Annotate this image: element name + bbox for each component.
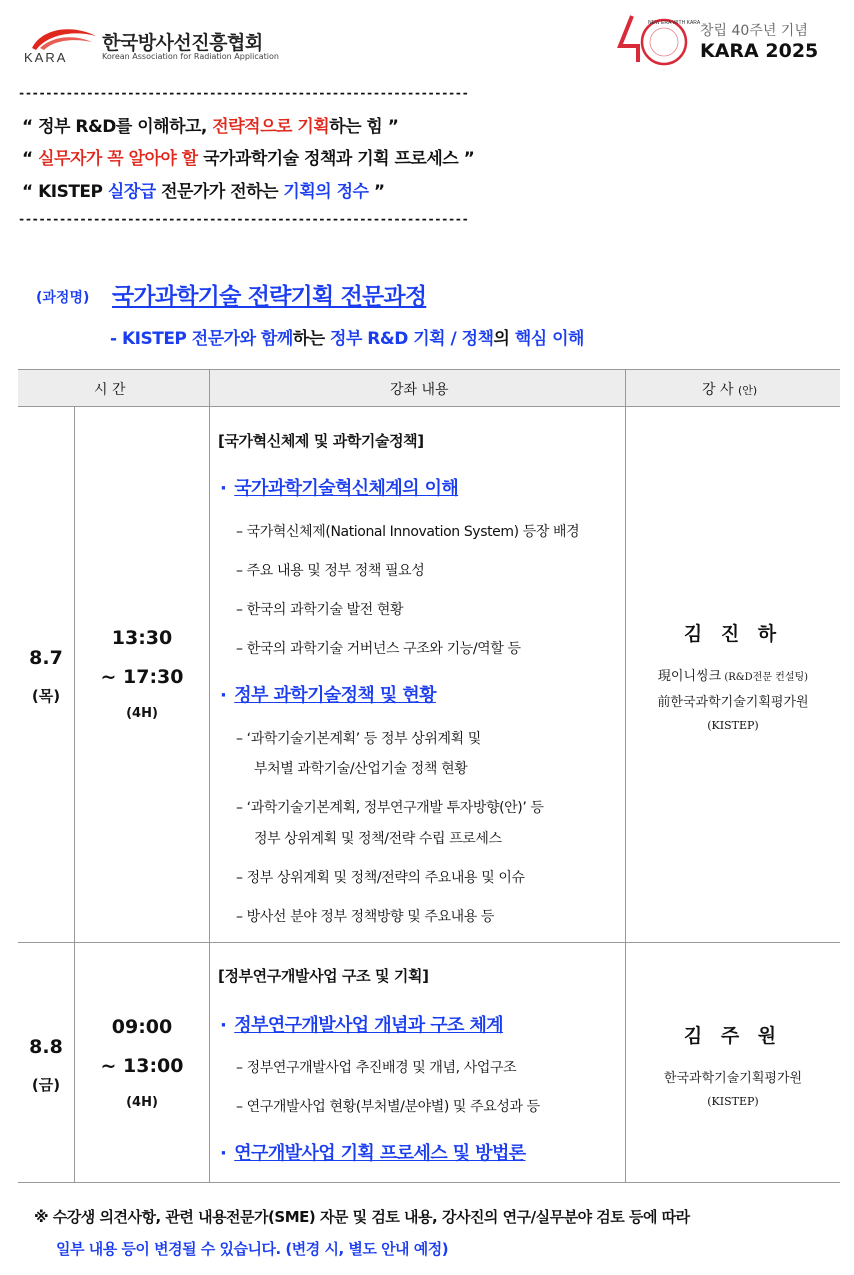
row1-topic-1-title: 국가과학기술혁신체계의 이해 (234, 478, 459, 499)
row1-topic2-item-2-cont: 정부 상위계획 및 정책/전략 수립 프로세스 (254, 831, 502, 847)
course-name: 국가과학기술 전략기획 전문과정 (112, 284, 427, 310)
slogan-1-part-3: 하는 힘 ” (329, 117, 399, 137)
row1-lecturer-name: 김 진 하 (683, 623, 783, 645)
table-header-bottom (18, 406, 840, 407)
header-content: 강좌 내용 (390, 382, 449, 398)
row2-topic1-item-1: – 정부연구개발사업 추진배경 및 개념, 사업구조 (236, 1060, 517, 1076)
kara-swoosh-icon (22, 22, 100, 66)
course-label: (과정명) (36, 290, 90, 306)
anniversary-logo (618, 12, 818, 68)
header-time: 시 간 (94, 382, 126, 398)
anniversary-subtitle: 창립 40주년 기념 (700, 23, 808, 39)
divider-top: ------------------------------------------------------------------ (18, 86, 469, 100)
course-subtitle-b: 하는 (292, 329, 325, 349)
table-border-top (18, 369, 840, 370)
org-name-kr: 한국방사선진흥협회 (102, 32, 263, 54)
row2-time-end: ~ 13:00 (100, 1055, 184, 1077)
row1-lecturer-affiliation-1-main: 現이니씽크 (657, 669, 722, 684)
row1-time-start: 13:30 (111, 627, 173, 649)
slogan-3-part-4: 기획의 정수 (283, 182, 369, 202)
bullet-dot-icon: · (220, 685, 227, 706)
row1-hours: (4H) (126, 706, 158, 721)
row1-lecturer-affiliation-2: 前한국과학기술기획평가원 (657, 695, 809, 710)
slogan-3 (22, 177, 385, 202)
slogan-1-part-1: “ 정부 R&D를 이해하고, (22, 117, 213, 137)
row1-lecturer-affiliation-1 (626, 665, 840, 684)
row2-date: 8.8 (29, 1036, 63, 1058)
anniversary-title: KARA 2025 (700, 40, 819, 62)
row2-topic-2-title: 연구개발사업 기획 프로세스 및 방법론 (234, 1143, 526, 1164)
row1-topic2-item-3: – 정부 상위계획 및 정책/전략의 주요내용 및 이슈 (236, 870, 525, 886)
row2-lecturer-affiliation-2: (KISTEP) (707, 1095, 759, 1108)
slogan-3-part-5: ” (368, 182, 385, 202)
row2-topic-1 (220, 1011, 503, 1037)
bullet-dot-icon: · (220, 1015, 227, 1036)
row2-lecturer-affiliation-1: 한국과학기술기획평가원 (663, 1071, 803, 1086)
anniversary-badge-text: NEW ERA WITH KARA (648, 20, 701, 26)
note-line-2: 일부 내용 등이 변경될 수 있습니다. (변경 시, 별도 안내 예정) (56, 1240, 449, 1258)
slogan-1-part-2: 전략적으로 기획 (212, 117, 330, 137)
divider-bottom: ------------------------------------------------------------------ (18, 212, 469, 226)
slogan-3-part-1: “ KISTEP (22, 182, 108, 202)
row2-day: (금) (31, 1076, 61, 1094)
row1-topic-2 (220, 681, 436, 707)
slogan-2-part-3: 국가과학기술 정책과 기획 프로세스 ” (197, 149, 475, 169)
row2-topic1-item-2: – 연구개발사업 현황(부처별/분야별) 및 주요성과 등 (236, 1099, 540, 1115)
row2-topic-2 (220, 1139, 526, 1165)
slogan-3-part-2: 실장급 (107, 182, 156, 202)
course-subtitle-e: 핵심 이해 (509, 329, 584, 349)
row2-lecturer-name: 김 주 원 (683, 1025, 783, 1047)
slogan-2 (22, 144, 474, 169)
row2-section-title: [정부연구개발사업 구조 및 기획] (218, 967, 429, 985)
header-lecturer-suffix: (안) (737, 384, 758, 397)
header-lecturer (702, 379, 757, 399)
row1-topic2-item-2: – ‘과학기술기본계획, 정부연구개발 투자방향(안)’ 등 (236, 800, 544, 816)
course-subtitle (110, 324, 584, 349)
row1-topic2-item-1: – ‘과학기술기본계획’ 등 정부 상위계획 및 (236, 731, 481, 747)
slogan-3-part-3: 전문가가 전하는 (155, 182, 284, 202)
bullet-dot-icon: · (220, 478, 227, 499)
course-subtitle-d: 의 (493, 329, 510, 349)
slogan-2-part-2: 실무자가 꼭 알아야 할 (38, 149, 198, 169)
table-border-bottom (18, 1182, 840, 1183)
row1-time-end: ~ 17:30 (100, 666, 184, 688)
bullet-dot-icon: · (220, 1143, 227, 1164)
row1-lecturer-affiliation-1-note: (R&D전문 컨설팅) (721, 672, 809, 683)
header-lecturer-label: 강 사 (702, 382, 734, 398)
row1-topic-2-title: 정부 과학기술정책 및 현황 (234, 685, 436, 706)
kara-logo (22, 22, 282, 66)
row1-topic1-item-2: – 주요 내용 및 정부 정책 필요성 (236, 563, 425, 579)
table-col-divider-time (209, 369, 210, 1182)
course-subtitle-a: - KISTEP 전문가와 함께 (110, 329, 293, 349)
row1-topic2-item-1-cont: 부처별 과학기술/산업기술 정책 현황 (254, 761, 468, 777)
note-line-1: ※ 수강생 의견사항, 관련 내용전문가(SME) 자문 및 검토 내용, 강사진의 연구/실무분야 검토 등에 따라 (34, 1208, 690, 1226)
row1-date: 8.7 (29, 647, 63, 669)
row1-topic2-item-4: – 방사선 분야 정부 정책방향 및 주요내용 등 (236, 909, 495, 925)
schedule-table (18, 369, 840, 1183)
slogan-2-part-1: “ (22, 149, 39, 169)
row2-hours: (4H) (126, 1095, 158, 1110)
anniversary-40-icon (618, 12, 701, 68)
row1-topic-1 (220, 474, 458, 500)
course-subtitle-c: 정부 R&D 기획 / 정책 (324, 329, 494, 349)
row2-time-start: 09:00 (111, 1016, 173, 1038)
row1-topic1-item-1: – 국가혁신체제(National Innovation System) 등장 배경 (236, 524, 580, 540)
row1-lecturer-affiliation-3: (KISTEP) (707, 719, 759, 732)
org-name-en: Korean Association for Radiation Application (102, 52, 279, 61)
row1-topic1-item-4: – 한국의 과학기술 거버넌스 구조와 기능/역할 등 (236, 641, 521, 657)
row1-topic1-item-3: – 한국의 과학기술 발전 현황 (236, 602, 404, 618)
slogan-1 (22, 112, 398, 137)
row1-section-title: [국가혁신체제 및 과학기술정책] (218, 432, 424, 450)
row2-topic-1-title: 정부연구개발사업 개념과 구조 체계 (234, 1015, 504, 1036)
kara-logo-text: KARA (24, 50, 68, 65)
row1-day: (목) (31, 687, 61, 705)
table-col-divider-content (625, 369, 626, 1182)
table-row-divider (18, 942, 840, 943)
